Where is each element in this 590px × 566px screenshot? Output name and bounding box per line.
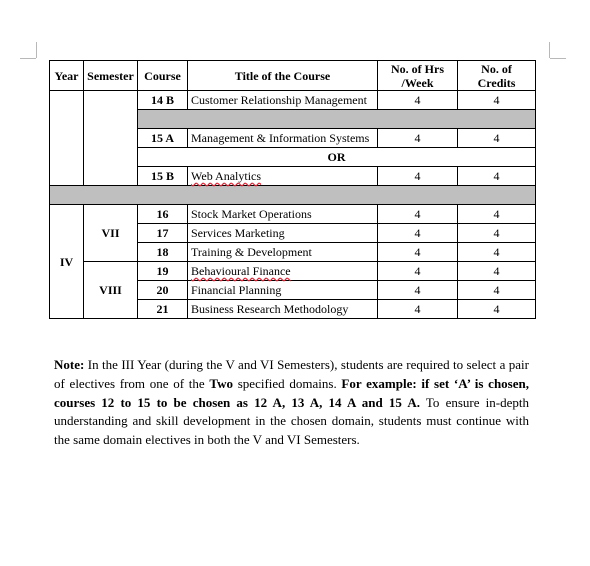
header-hours: No. of Hrs /Week xyxy=(378,61,458,91)
note-text-2: specified domains. xyxy=(233,375,342,391)
semester-cell-empty xyxy=(84,91,138,186)
course-code: 18 xyxy=(138,243,188,262)
course-code: 14 B xyxy=(138,91,188,110)
table-row xyxy=(50,205,536,224)
semester-cell: VIII xyxy=(84,262,138,319)
course-credits: 4 xyxy=(458,243,536,262)
course-title: Stock Market Operations xyxy=(188,205,378,224)
crop-mark-left-horizontal xyxy=(20,58,36,59)
crop-mark-right-horizontal xyxy=(550,58,566,59)
course-hours: 4 xyxy=(378,243,458,262)
course-title xyxy=(188,262,378,281)
semester-cell: VII xyxy=(84,205,138,262)
course-hours: 4 xyxy=(378,91,458,110)
course-title: Business Research Methodology xyxy=(188,300,378,319)
table-row xyxy=(50,91,536,110)
table-row xyxy=(50,262,536,281)
course-table xyxy=(49,60,536,319)
note-paragraph xyxy=(54,356,529,450)
course-credits: 4 xyxy=(458,167,536,186)
course-hours: 4 xyxy=(378,262,458,281)
course-credits: 4 xyxy=(458,281,536,300)
header-credits: No. of Credits xyxy=(458,61,536,91)
header-course: Course xyxy=(138,61,188,91)
year-cell: IV xyxy=(50,205,84,319)
note-label: Note: xyxy=(54,357,85,372)
course-code: 21 xyxy=(138,300,188,319)
course-title: Financial Planning xyxy=(188,281,378,300)
course-credits: 4 xyxy=(458,91,536,110)
course-title: Customer Relationship Management xyxy=(188,91,378,110)
note-two: Two xyxy=(209,375,234,391)
course-title xyxy=(188,167,378,186)
header-title: Title of the Course xyxy=(188,61,378,91)
note-text-1: In the III Year (during the V and VI Semesters), students are required to select a pair of electives from one of the xyxy=(54,357,529,391)
course-hours: 4 xyxy=(378,205,458,224)
course-title: Training & Development xyxy=(188,243,378,262)
shaded-cell xyxy=(138,110,536,129)
course-credits: 4 xyxy=(458,205,536,224)
crop-mark-left-vertical xyxy=(36,42,37,58)
course-hours: 4 xyxy=(378,300,458,319)
crop-mark-right-vertical xyxy=(549,42,550,58)
course-hours: 4 xyxy=(378,129,458,148)
course-hours: 4 xyxy=(378,167,458,186)
header-semester: Semester xyxy=(84,61,138,91)
course-credits: 4 xyxy=(458,129,536,148)
note-example: For example: if set ‘A’ is chosen, courses 12 to 15 to be chosen as 12 A, 13 A, 14 A and 15 A. xyxy=(54,375,529,410)
header-year: Year xyxy=(50,61,84,91)
table-header-row xyxy=(50,61,536,91)
shaded-separator-row xyxy=(50,186,536,205)
shaded-cell xyxy=(50,186,536,205)
course-credits: 4 xyxy=(458,300,536,319)
course-credits: 4 xyxy=(458,224,536,243)
course-code: 16 xyxy=(138,205,188,224)
year-cell-empty xyxy=(50,91,84,186)
course-code: 20 xyxy=(138,281,188,300)
course-code: 15 A xyxy=(138,129,188,148)
course-code: 17 xyxy=(138,224,188,243)
course-title: Services Marketing xyxy=(188,224,378,243)
or-label: OR xyxy=(138,148,536,167)
course-title: Management & Information Systems xyxy=(188,129,378,148)
note-text-3: To ensure in-depth understanding and skill development in the chosen domain, students must continue with the same domain electives in both the V and VI Semesters. xyxy=(54,394,529,448)
course-title-text: Web Analytics xyxy=(191,169,262,183)
course-code: 19 xyxy=(138,262,188,281)
course-hours: 4 xyxy=(378,281,458,300)
course-credits: 4 xyxy=(458,262,536,281)
course-code: 15 B xyxy=(138,167,188,186)
course-title-text: Behavioural Finance xyxy=(191,264,291,278)
course-hours: 4 xyxy=(378,224,458,243)
